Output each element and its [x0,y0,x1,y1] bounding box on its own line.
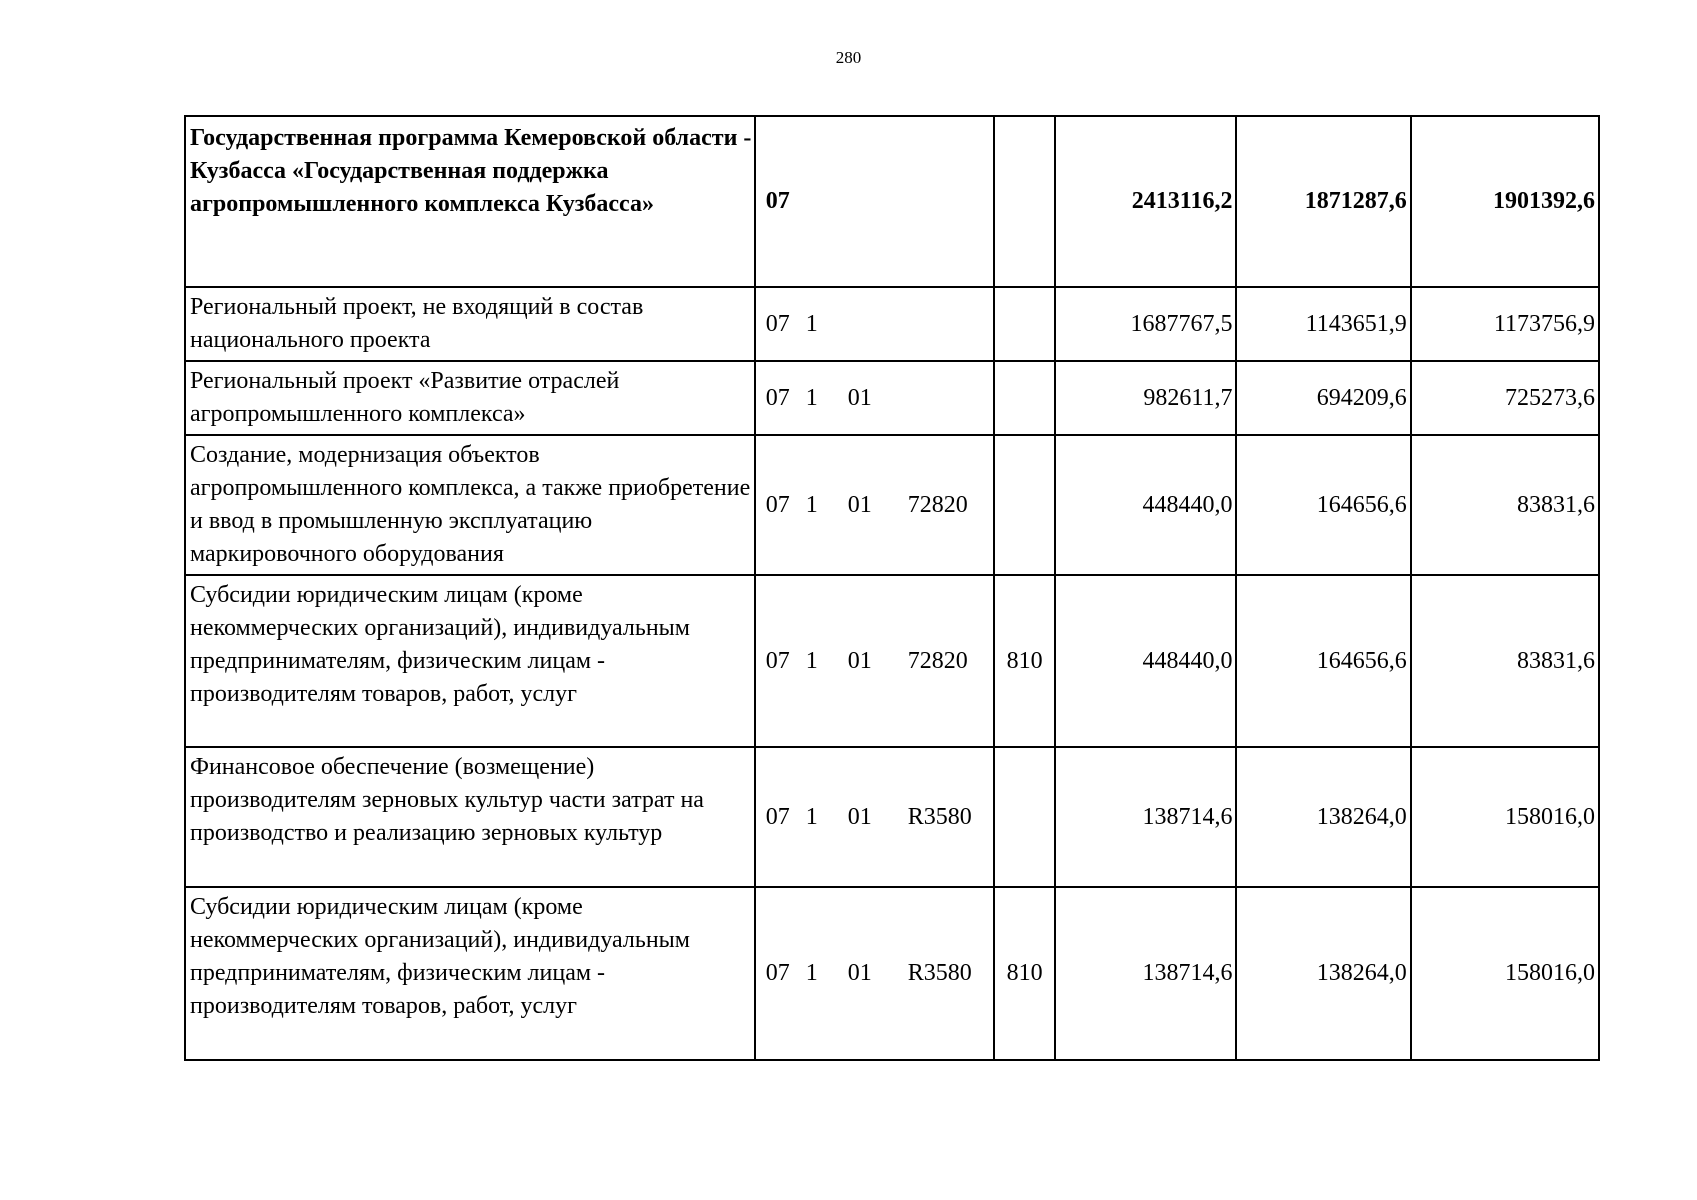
table-row [185,287,1599,361]
amount-year-2: 138264,0 [1236,747,1410,887]
program-code: 07 [765,310,790,337]
amount-year-3: 83831,6 [1411,435,1599,575]
group-code: 01 [847,960,872,986]
amount-year-2: 694209,6 [1236,361,1410,435]
table-row [185,747,1599,887]
table-row [185,116,1599,287]
group-code: 01 [847,647,872,674]
table-row [185,575,1599,747]
row-code [755,435,994,575]
row-name: Финансовое обеспечение (возмещение) производителям зерновых культур части затрат на производство и реализацию зерновых культур [185,747,755,887]
direction-code: 72820 [907,491,968,518]
row-code [755,287,994,361]
direction-code: 72820 [907,647,968,674]
row-code [755,887,994,1060]
subprogram-code: 1 [805,491,818,518]
program-code: 07 [765,960,790,986]
program-code: 07 [765,384,790,411]
program-code: 07 [765,188,790,214]
amount-year-2: 164656,6 [1236,435,1410,575]
amount-year-3: 158016,0 [1411,747,1599,887]
row-code [755,361,994,435]
amount-year-2: 1143651,9 [1236,287,1410,361]
amount-year-3: 158016,0 [1411,887,1599,1060]
expense-type-code [994,116,1055,287]
subprogram-code: 1 [805,384,818,411]
amount-year-1: 1687767,5 [1055,287,1236,361]
expense-type-code: 810 [994,887,1055,1060]
row-name: Государственная программа Кемеровской области - Кузбасса «Государственная поддержка агропромышленного комплекса Кузбасса» [185,116,755,287]
group-code: 01 [847,491,872,518]
amount-year-3: 1173756,9 [1411,287,1599,361]
amount-year-3: 83831,6 [1411,575,1599,747]
expense-type-code: 810 [994,575,1055,747]
expense-type-code [994,747,1055,887]
row-name: Субсидии юридическим лицам (кроме некоммерческих организаций), индивидуальным предпринимателям, физическим лицам - производителям товаров, работ, услуг [185,887,755,1060]
amount-year-3: 725273,6 [1411,361,1599,435]
row-name: Субсидии юридическим лицам (кроме некоммерческих организаций), индивидуальным предпринимателям, физическим лицам - производителям товаров, работ, услуг [185,575,755,747]
page-number: 280 [835,48,862,67]
table-row [185,435,1599,575]
amount-year-1: 138714,6 [1055,887,1236,1060]
expense-type-code [994,287,1055,361]
table-row [185,361,1599,435]
program-code: 07 [765,803,790,830]
amount-year-1: 448440,0 [1055,435,1236,575]
row-code [755,575,994,747]
amount-year-1: 2413116,2 [1055,116,1236,287]
budget-table [184,115,1600,1061]
subprogram-code: 1 [805,647,818,674]
row-name: Региональный проект, не входящий в состав национального проекта [185,287,755,361]
amount-year-1: 448440,0 [1055,575,1236,747]
group-code: 01 [847,384,872,411]
expense-type-code [994,361,1055,435]
direction-code: R3580 [907,803,972,830]
amount-year-2: 1871287,6 [1236,116,1410,287]
row-code [755,116,994,287]
row-code [755,747,994,887]
amount-year-1: 138714,6 [1055,747,1236,887]
subprogram-code: 1 [805,310,818,337]
expense-type-code [994,435,1055,575]
subprogram-code: 1 [805,803,818,830]
table-row [185,887,1599,1060]
amount-year-3: 1901392,6 [1411,116,1599,287]
subprogram-code: 1 [805,960,818,986]
amount-year-2: 138264,0 [1236,887,1410,1060]
program-code: 07 [765,647,790,674]
amount-year-1: 982611,7 [1055,361,1236,435]
row-name: Создание, модернизация объектов агропромышленного комплекса, а также приобретение и ввод в промышленную эксплуатацию маркировочного оборудования [185,435,755,575]
row-name: Региональный проект «Развитие отраслей агропромышленного комплекса» [185,361,755,435]
direction-code: R3580 [907,960,972,986]
program-code: 07 [765,491,790,518]
amount-year-2: 164656,6 [1236,575,1410,747]
group-code: 01 [847,803,872,830]
